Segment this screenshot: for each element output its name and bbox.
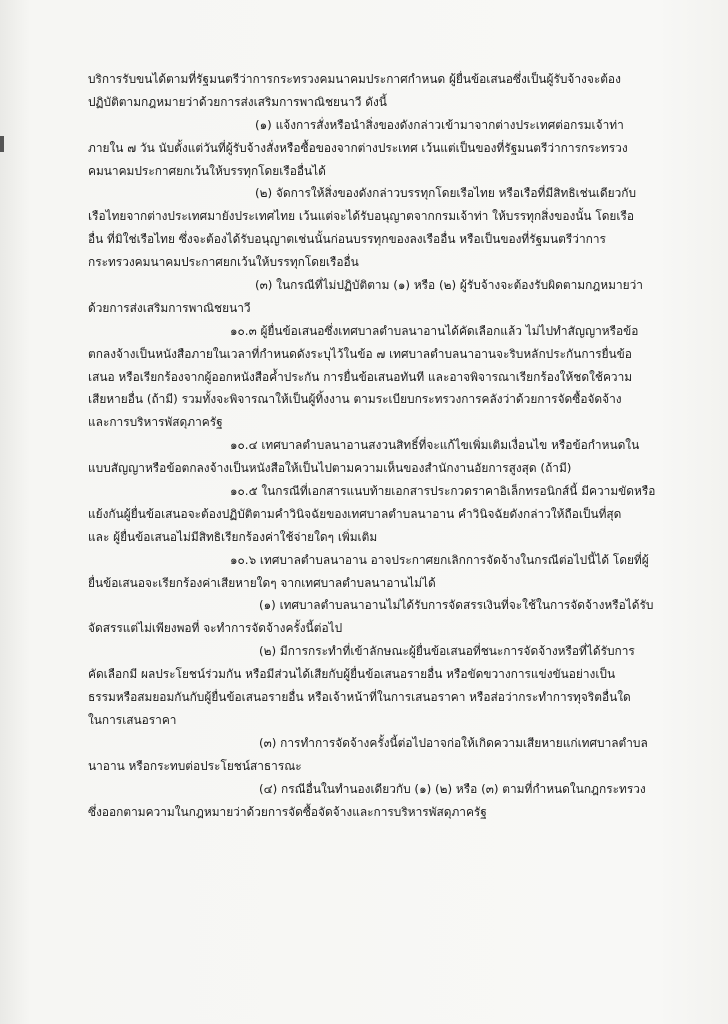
document-line: แย้งกันผู้ยื่นข้อเสนอจะต้องปฏิบัติตามคำวินิจฉัยของเทศบาลตำบลนาอาน คำวินิจฉัยดังกล่าวให้ถือเป็นที่สุด (88, 506, 622, 521)
document-line: ในการเสนอราคา (88, 712, 177, 727)
document-line: (๒) มีการกระทำที่เข้าลักษณะผู้ยื่นข้อเสนอที่ชนะการจัดจ้างหรือที่ได้รับการ (259, 644, 635, 659)
document-line: ตกลงจ้างเป็นหนังสือภายในเวลาที่กำหนดดังระบุไว้ในข้อ ๗ เทศบาลตำบลนาอานจะริบหลักประกันการยื่นข้อ (88, 346, 632, 361)
document-line: นาอาน หรือกระทบต่อประโยชน์สาธารณะ (88, 758, 302, 773)
document-line: คมนาคมประกาศยกเว้นให้บรรทุกโดยเรืออื่นได้ (88, 163, 326, 178)
document-line: (๔) กรณีอื่นในทำนองเดียวกับ (๑) (๒) หรือ (๓) ตามที่กำหนดในกฎกระทรวง (259, 781, 646, 796)
document-line: และ ผู้ยื่นข้อเสนอไม่มีสิทธิเรียกร้องค่าใช้จ่ายใดๆ เพิ่มเติม (88, 529, 378, 544)
document-line: เสียหายอื่น (ถ้ามี) รวมทั้งจะพิจารณาให้เป็นผู้ทิ้งงาน ตามระเบียบกระทรวงการคลังว่าด้วยการจัดซื้อจัดจ้าง (88, 392, 622, 407)
document-line: ธรรมหรือสมยอมกันกับผู้ยื่นข้อเสนอรายอื่น หรือเจ้าหน้าที่ในการเสนอราคา หรือส่อว่ากระทำการทุจริตอื่นใด (88, 690, 631, 705)
document-line: ด้วยการส่งเสริมการพาณิชยนาวี (88, 300, 251, 315)
document-line: ๑๐.๔ เทศบาลตำบลนาอานสงวนสิทธิ์ที่จะแก้ไขเพิ่มเติมเงื่อนไข หรือข้อกำหนดใน (230, 438, 640, 453)
document-line: ๑๐.๕ ในกรณีที่เอกสารแนบท้ายเอกสารประกวดราคาอิเล็กทรอนิกส์นี้ มีความขัดหรือ (230, 484, 656, 499)
document-line: ปฏิบัติตามกฎหมายว่าด้วยการส่งเสริมการพาณิชยนาวี ดังนี้ (88, 94, 387, 109)
document-line: อื่น ที่มิใช่เรือไทย ซึ่งจะต้องได้รับอนุญาตเช่นนั้นก่อนบรรทุกของลงเรืออื่น หรือเป็นของที่รัฐมนตรีว่าการ (88, 232, 606, 247)
document-line: ยื่นข้อเสนอจะเรียกร้องค่าเสียหายใดๆ จากเทศบาลตำบลนาอานไม่ได้ (88, 575, 436, 590)
binding-mark (0, 136, 4, 152)
document-body (88, 68, 666, 823)
document-line: (๑) แจ้งการสั่งหรือนำสิ่งของดังกล่าวเข้ามาจากต่างประเทศต่อกรมเจ้าท่า (255, 117, 624, 132)
document-line: บริการรับขนได้ตามที่รัฐมนตรีว่าการกระทรวงคมนาคมประกาศกำหนด ผู้ยื่นข้อเสนอซึ่งเป็นผู้รับจ้างจะต้อง (88, 72, 621, 86)
document-line: จัดสรรแต่ไม่เพียงพอที่ จะทำการจัดจ้างครั้งนี้ต่อไป (88, 621, 343, 636)
document-line: คัดเลือกมี ผลประโยชน์ร่วมกัน หรือมีส่วนได้เสียกับผู้ยื่นข้อเสนอรายอื่น หรือขัดขวางการแข่งขันอย่างเป็น (88, 667, 616, 682)
document-line: และการบริหารพัสดุภาครัฐ (88, 415, 223, 430)
document-line: (๑) เทศบาลตำบลนาอานไม่ได้รับการจัดสรรเงินที่จะใช้ในการจัดจ้างหรือได้รับ (259, 598, 654, 613)
document-line: (๒) จัดการให้สิ่งของดังกล่าวบรรทุกโดยเรือไทย หรือเรือที่มีสิทธิเช่นเดียวกับ (255, 186, 637, 201)
document-line: ๑๐.๖ เทศบาลตำบลนาอาน อาจประกาศยกเลิกการจัดจ้างในกรณีต่อไปนี้ได้ โดยที่ผู้ (230, 552, 649, 567)
document-line: (๓) การทำการจัดจ้างครั้งนี้ต่อไปอาจก่อให้เกิดความเสียหายแก่เทศบาลตำบล (259, 735, 648, 750)
document-line: (๓) ในกรณีที่ไม่ปฏิบัติตาม (๑) หรือ (๒) ผู้รับจ้างจะต้องรับผิดตามกฎหมายว่า (255, 278, 643, 293)
document-line: เรือไทยจากต่างประเทศมายังประเทศไทย เว้นแต่จะได้รับอนุญาตจากกรมเจ้าท่า ให้บรรทุกสิ่งของนั้น โดยเรือ (88, 209, 634, 224)
document-line: ภายใน ๗ วัน นับตั้งแต่วันที่ผู้รับจ้างสั่งหรือซื้อของจากต่างประเทศ เว้นแต่เป็นของที่รัฐมนตรีว่าการกระทรวง (88, 140, 628, 155)
document-line: ซึ่งออกตามความในกฎหมายว่าด้วยการจัดซื้อจัดจ้างและการบริหารพัสดุภาครัฐ (88, 804, 487, 819)
document-line: กระทรวงคมนาคมประกาศยกเว้นให้บรรทุกโดยเรืออื่น (88, 255, 359, 270)
document-line: เสนอ หรือเรียกร้องจากผู้ออกหนังสือค้ำประกัน การยื่นข้อเสนอทันที และอาจพิจารณาเรียกร้องให้ชดใช้ความ (88, 369, 633, 384)
document-line: แบบสัญญาหรือข้อตกลงจ้างเป็นหนังสือให้เป็นไปตามความเห็นของสำนักงานอัยการสูงสุด (ถ้ามี) (88, 461, 572, 476)
document-line: ๑๐.๓ ผู้ยื่นข้อเสนอซึ่งเทศบาลตำบลนาอานได้คัดเลือกแล้ว ไม่ไปทำสัญญาหรือข้อ (230, 323, 639, 338)
